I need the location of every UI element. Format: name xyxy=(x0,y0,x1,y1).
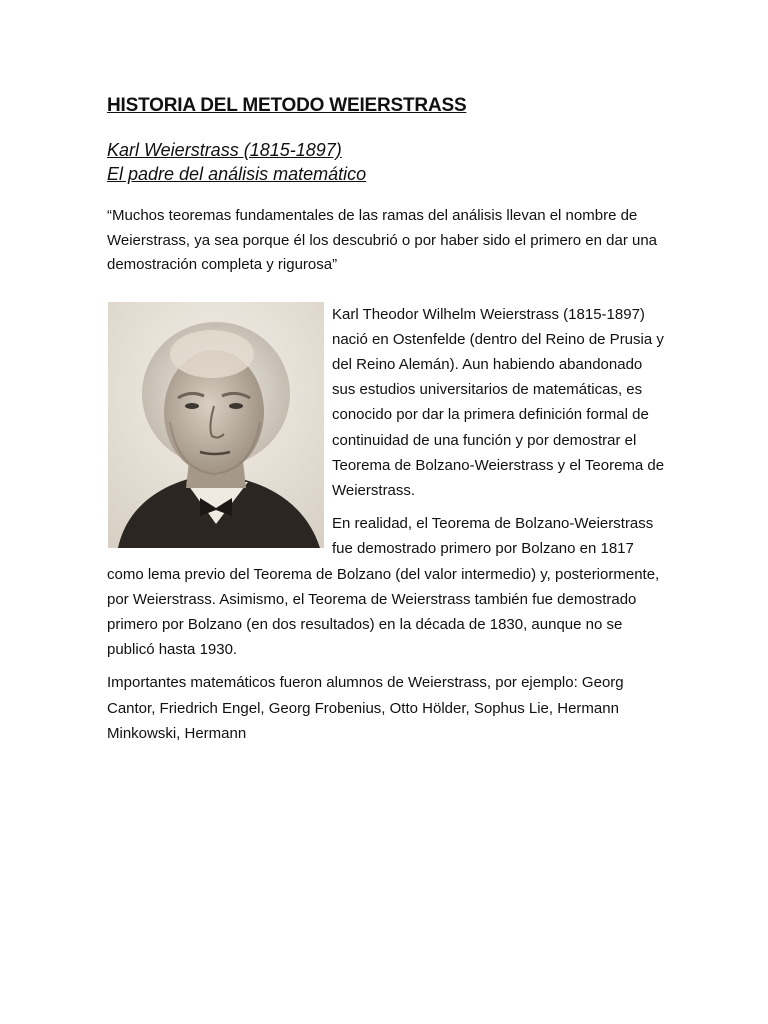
subtitle-epithet: El padre del análisis matemático xyxy=(107,164,367,184)
students-paragraph: Importantes matemáticos fueron alumnos de Weierstrass, por ejemplo: Georg Cantor, Friedrich Engel, Georg Frobenius, Otto Hölder, Sophus Lie, Hermann Minkowski, Hermann xyxy=(107,674,624,742)
portrait-illustration xyxy=(108,302,324,548)
quote-paragraph: “Muchos teoremas fundamentales de las ramas del análisis llevan el nombre de Weierstrass, ya sea porque él los descubrió o por haber sido el primero en dar una demostración completa y rigurosa” xyxy=(107,207,658,273)
document-page xyxy=(107,92,667,746)
portrait-photo xyxy=(108,302,324,548)
document-title: HISTORIA DEL METODO WEIERSTRASS xyxy=(107,95,467,116)
document-subtitle xyxy=(107,138,667,186)
biography-section xyxy=(107,302,667,663)
subtitle-name-dates: Karl Weierstrass (1815-1897) xyxy=(107,140,342,160)
biography-paragraph: Karl Theodor Wilhelm Weierstrass (1815-1897) nació en Ostenfelde (dentro del Reino de Prusia y del Reino Alemán). Aun habiendo abandonado sus estudios universitarios de matemáticas, es conocido por dar la primera definición formal de continuidad de una función y por demostrar el Teorema de Bolzano-Weierstrass y el Teorema de Weierstrass. xyxy=(332,305,665,499)
theorem-history-paragraph: En realidad, el Teorema de Bolzano-Weierstrass fue demostrado primero por Bolzano en 1817 como lema previo del Teorema de Bolzano (del valor intermedio) y, posteriormente, por Weierstrass. Asimismo, el Teorema de Weierstrass también fue demostrado primero por Bolzano (en dos resultados) en la década de 1830, aunque no se publicó hasta 1930. xyxy=(107,515,660,659)
